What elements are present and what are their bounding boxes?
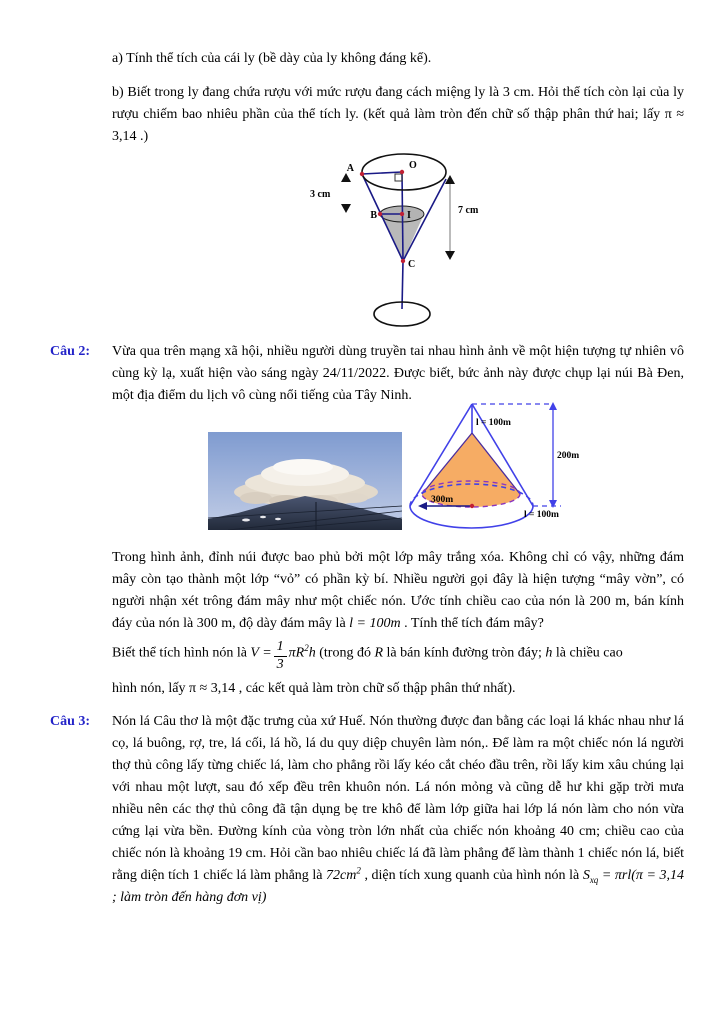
q2-desc-text: Trong hình ảnh, đỉnh núi được bao phủ bởi một lớp mây trắng xóa. Không chỉ có vậy, những đám mây còn tạo thành một lớp “vỏ” có phần kỳ bí. Nhiều người gọi đây là hiện tượng “mây vờn”, có người nhận xét trông đám mây như một chiếc nón. Ước tính chiều cao của nón là 200 m, bán kính đáy của nón là 300 m, độ dày đám mây là	[112, 550, 684, 631]
label-C: C	[408, 259, 416, 270]
formula-exponent: 2	[304, 643, 309, 654]
label-height: 200m	[557, 451, 580, 461]
question1-part-b: b) Biết trong ly đang chứa rượu với mức rượu đang cách miệng ly là 3 cm. Hỏi thể tích còn lại của ly rượu chiếm bao nhiêu phần của thể tích ly. (kết quả làm tròn đến chữ số thập phân thứ hai; lấy π ≈ 3,14 .)	[112, 85, 684, 144]
formula-pre: Biết thể tích hình nón là	[112, 645, 251, 661]
label-slant-top: l = 100m	[476, 418, 511, 428]
question3-label: Câu 3:	[50, 714, 91, 729]
formula-post3: là chiều cao	[552, 645, 623, 661]
figure-cloud-cone	[403, 396, 583, 546]
formula-piR: πR	[288, 645, 305, 661]
label-O: O	[409, 160, 417, 171]
q2-desc-math: l = 100m	[349, 616, 401, 631]
fraction-one-third: $\frac{1}{3}$	[274, 640, 287, 672]
question2-formula-line2: hình nón, lấy π ≈ 3,14 , các kết quả làm tròn chữ số thập phân thứ nhất).	[112, 681, 516, 696]
q3-formula-tail: = πrl(π = 3,14 ; làm tròn đến hàng đơn vị)	[112, 868, 685, 905]
question2-label: Câu 2:	[50, 344, 91, 359]
formula-R: R	[374, 645, 384, 661]
figure-mountain-photo	[208, 432, 402, 530]
label-3cm: 3 cm	[310, 189, 331, 200]
q3-area-exponent: 2	[356, 865, 361, 876]
figure-wine-glass	[296, 149, 526, 335]
q2-desc-tail: . Tính thể tích đám mây?	[400, 616, 544, 631]
question1-part-a: a) Tính thể tích của cái ly (bề dày của ly không đáng kể).	[112, 51, 432, 66]
question2-description	[112, 547, 684, 635]
question2-intro: Vừa qua trên mạng xã hội, nhiều người dùng truyền tai nhau hình ảnh về một hiện tượng tự nhiên vô cùng kỳ lạ, xuất hiện vào sáng ngày 24/11/2022. Được biết, bức ảnh này được chụp lại núi Bà Đen, một địa điểm du lịch vô cùng nổi tiếng của Tây Ninh.	[112, 344, 684, 403]
formula-post1: (trong đó	[315, 645, 375, 661]
question2-formula-line1	[112, 640, 684, 672]
q3-text-2: , diện tích xung quanh của hình nón là	[360, 868, 583, 883]
q3-S-symbol: S	[582, 868, 590, 883]
q3-S-subscript: xq	[589, 874, 599, 885]
label-slant-bottom: l = 100m	[524, 510, 559, 520]
q3-area-value: 72cm	[326, 868, 357, 883]
label-I: I	[407, 210, 411, 221]
question3-body	[112, 711, 684, 909]
formula-post2: là bán kính đường tròn đáy;	[383, 645, 546, 661]
label-A: A	[346, 163, 354, 174]
formula-h2: h	[545, 645, 553, 661]
q3-text: Nón lá Câu thơ là một đặc trưng của xứ Huế. Nón thường được đan bằng các loại lá khác nhau như lá cọ, lá buông, rợ, tre, lá cối, lá hồ, lá du quy diệp chuyên làm nón,. Để làm ra một chiếc nón lá người thợ thủ công lấy từng chiếc lá, làm cho phẳng rồi lấy kéo cắt chéo đầu trên, rồi lấy kim xâu chúng lại với nhau một lượt, sau đó xếp đều trên khuôn nón. Lá nón mỏng và cũng dễ hư khi gặp trời mưa nhiều nên các thợ thủ công đã tận dụng bẹ tre khô để làm lớp giữa hai lớp lá nón làm cho nón vừa cứng lại vừa bền. Đường kính của vòng tròn lớn nhất của chiếc nón khoảng 40 cm; chiều cao của chiếc nón là khoảng 19 cm. Hỏi cần bao nhiêu chiếc lá đã làm phẳng để làm thành 1 chiếc nón lá, biết rằng diện tích 1 chiếc lá làm phẳng là	[112, 714, 684, 883]
formula-h: h	[308, 645, 316, 661]
label-B: B	[370, 210, 377, 221]
label-7cm: 7 cm	[458, 205, 479, 216]
right-angle-mark	[395, 174, 402, 181]
label-radius: 300m	[431, 495, 454, 505]
formula-V: V =	[250, 645, 272, 661]
